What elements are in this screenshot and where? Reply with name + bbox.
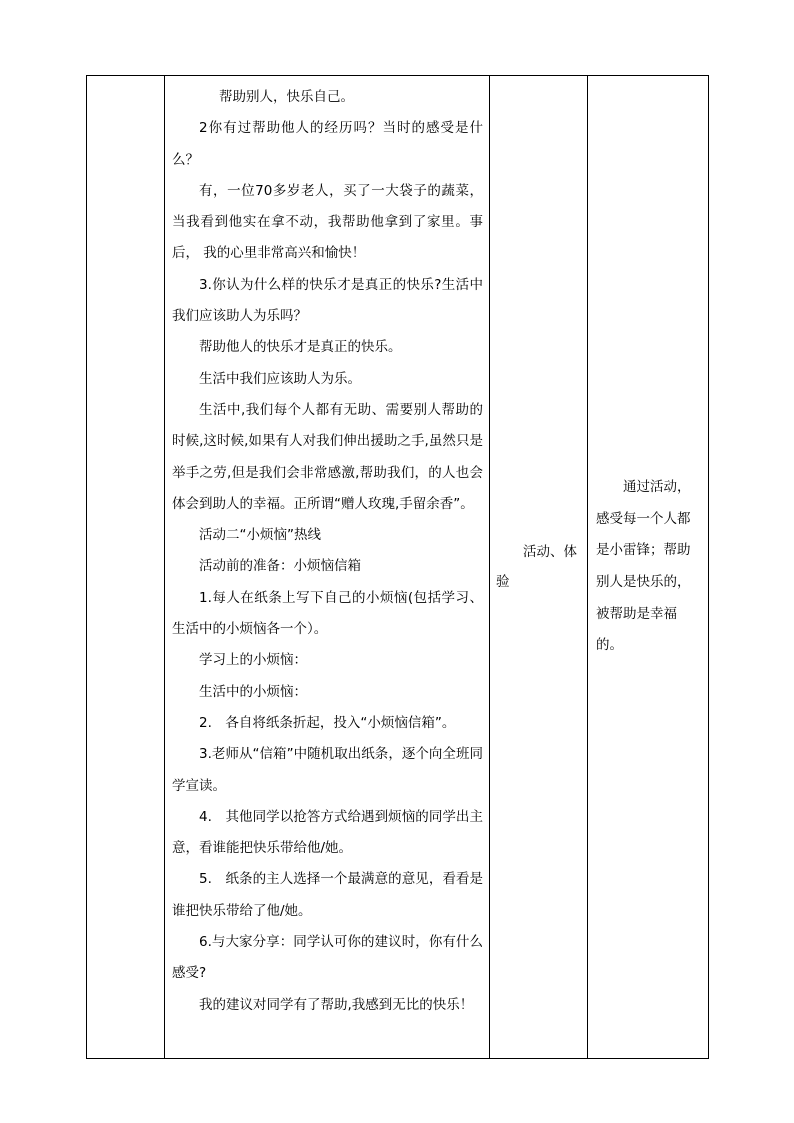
content-paragraph: 有，一位70多岁老人，买了一大袋子的蔬菜，当我看到他实在拿不动，我帮助他拿到了家里。事后， 我的心里非常高兴和愉快！	[172, 182, 483, 262]
lesson-plan-table	[86, 75, 709, 1059]
content-paragraph: 帮助他人的快乐才是真正的快乐。	[199, 339, 402, 356]
design-intent	[588, 472, 708, 662]
method-text: 活动、体验	[496, 544, 577, 590]
content-paragraph: 2你有过帮助他人的经历吗？当时的感受是什么？	[172, 120, 483, 168]
content-paragraph: 活动二“小烦恼”热线	[199, 527, 321, 544]
content-paragraph: 1.每人在纸条上写下自己的小烦恼(包括学习、生活中的小烦恼各一个）。	[172, 589, 483, 638]
content-paragraph: 我的建议对同学有了帮助,我感到无比的快乐！	[199, 996, 474, 1013]
content-paragraph: 生活中,我们每个人都有无助、需要别人帮助的时候,这时候,如果有人对我们伸出援助之手,虽然只是举手之劳,但是我们会非常感激,帮助我们，的人也会体会到助人的幸福。正所谓“赠人玫瑰,手留余香”。	[172, 401, 483, 512]
content-paragraph: 生活中我们应该助人为乐。	[199, 370, 361, 387]
content-paragraph: 5. 纸条的主人选择一个最满意的意见，看看是谁把快乐带给了他/她。	[172, 871, 483, 919]
table-row	[87, 76, 709, 1059]
content-paragraph: 3.你认为什么样的快乐才是真正的快乐?生活中我们应该助人为乐吗？	[172, 276, 483, 325]
content-paragraph: 活动前的准备：小烦恼信箱	[199, 558, 361, 575]
content-paragraph: 4. 其他同学以抢答方式给遇到烦恼的同学出主意，看谁能把快乐带给他/她。	[172, 808, 483, 857]
content-paragraph: 生活中的小烦恼：	[199, 683, 307, 700]
teaching-content-cell	[165, 76, 490, 1059]
content-paragraph: 2. 各自将纸条折起，投入“小烦恼信箱”。	[199, 714, 456, 731]
content-paragraph: 6.与大家分享：同学认可你的建议时，你有什么感受?	[172, 934, 483, 982]
teaching-method	[490, 537, 587, 597]
content-paragraph: 3.老师从“信箱”中随机取出纸条，逐个向全班同学宣读。	[172, 746, 483, 794]
blank-cell	[87, 76, 165, 1059]
design-intent-cell	[588, 76, 709, 1059]
teaching-method-cell	[490, 76, 588, 1059]
teaching-content	[165, 76, 489, 1031]
content-paragraph: 帮助别人，快乐自己。	[219, 89, 354, 105]
intent-text: 通过活动，感受每一个人都是小雷锋；帮助别人是快乐的，被帮助是幸福的。	[596, 479, 691, 654]
content-paragraph: 学习上的小烦恼：	[199, 652, 307, 669]
